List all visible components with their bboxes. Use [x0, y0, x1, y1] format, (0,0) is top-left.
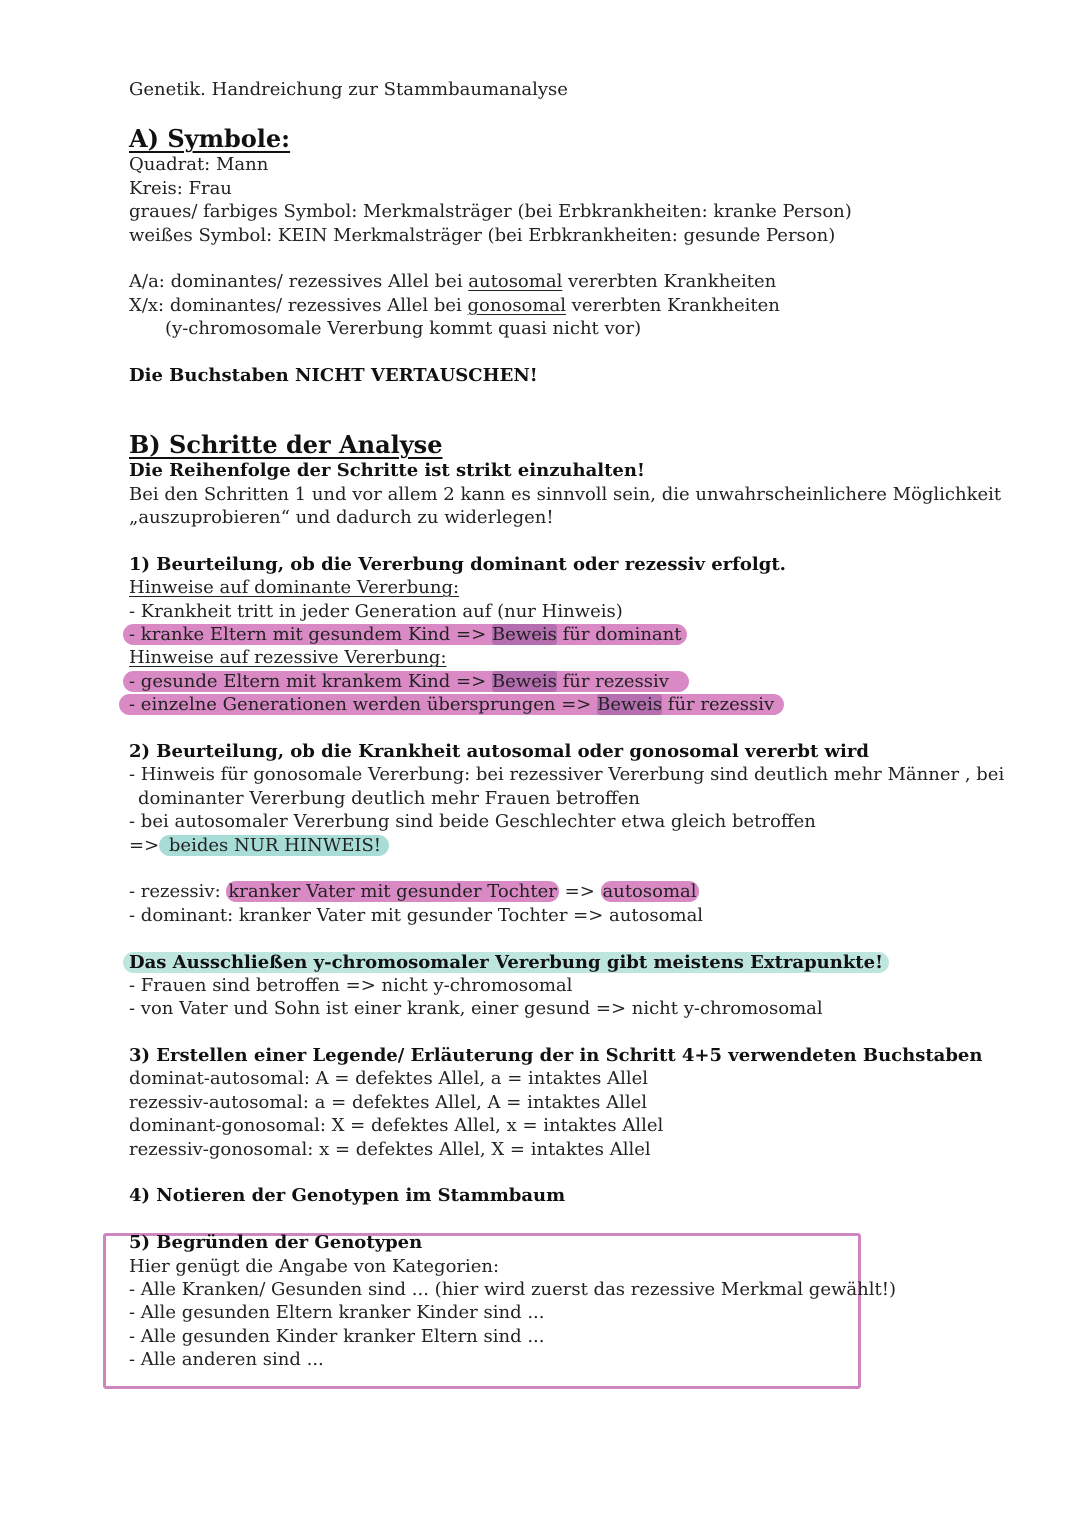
page-title: Genetik. Handreichung zur Stammbaumanalyse: [129, 79, 568, 100]
spacer: [129, 387, 989, 431]
hint-line: Bei den Schritten 1 und vor allem 2 kann es sinnvoll sein, die unwahrscheinlichere Möglichkeit: [129, 483, 1002, 505]
underlined-term: gonosomal: [467, 294, 566, 316]
teal-highlight: beides NUR HINWEIS!: [159, 835, 389, 856]
text-segment: X/x: dominantes/ rezessives Allel bei: [129, 294, 468, 316]
recessive-proof: [129, 693, 989, 716]
step2-line: - Hinweis für gonosomale Vererbung: bei rezessiver Vererbung sind deutlich mehr Männer , bei: [129, 764, 1005, 786]
step5-line: - Alle anderen sind ...: [129, 1349, 324, 1371]
text-segment: vererbten Krankheiten: [562, 271, 777, 293]
text-segment: A/a: dominantes/ rezessives Allel bei: [129, 271, 469, 293]
step2-heading: 2) Beurteilung, ob die Krankheit autosomal oder gonosomal vererbt wird: [129, 740, 869, 762]
pink-highlight: autosomal: [602, 881, 697, 903]
step5-line: - Alle gesunden Eltern kranker Kinder sind ...: [129, 1302, 545, 1324]
spacer: [129, 1208, 989, 1231]
y-chromosome-note: (y-chromosomale Vererbung kommt quasi nicht vor): [165, 318, 642, 340]
step2-line: dominanter Vererbung deutlich mehr Frauen betroffen: [138, 787, 640, 809]
dominant-hint: - Krankheit tritt in jeder Generation auf (nur Hinweis): [129, 600, 623, 622]
text-segment: für dominant: [556, 624, 682, 646]
pink-highlight: [119, 694, 784, 715]
step2-line: - bei autosomaler Vererbung sind beide Geschlechter etwa gleich betroffen: [129, 811, 816, 833]
spacer: [129, 1021, 989, 1044]
proof-word: Beweis: [491, 624, 557, 646]
allele-autosomal-line: [129, 270, 989, 293]
dominant-proof: [129, 623, 989, 646]
text-segment: - gesunde Eltern mit krankem Kind =>: [129, 670, 492, 692]
step5-line: - Alle gesunden Kinder kranker Eltern sind ...: [129, 1325, 545, 1347]
spacer: [129, 529, 989, 552]
symbol-line: weißes Symbol: KEIN Merkmalsträger (bei Erbkrankheiten: gesunde Person): [129, 224, 836, 246]
underlined-term: autosomal: [468, 271, 563, 293]
text-segment: vererbten Krankheiten: [565, 294, 780, 316]
teal-highlight: Das Ausschließen y-chromosomaler Vererbung gibt meistens Extrapunkte!: [123, 952, 889, 973]
recessive-rule: [129, 880, 989, 903]
warning-text: Die Buchstaben NICHT VERTAUSCHEN!: [129, 364, 538, 386]
step1-heading: 1) Beurteilung, ob die Vererbung dominant oder rezessiv erfolgt.: [129, 553, 786, 575]
recessive-proof: [129, 670, 989, 693]
proof-word: Beweis: [491, 670, 557, 692]
text-segment: - rezessiv:: [129, 881, 227, 903]
spacer: [129, 927, 989, 950]
spacer: [129, 247, 989, 270]
proof-word: Beweis: [597, 694, 663, 716]
spacer: [129, 1161, 989, 1184]
y-exclusion-heading: [129, 951, 989, 974]
step5-line: - Alle Kranken/ Gesunden sind ... (hier wird zuerst das rezessive Merkmal gewählt!): [129, 1278, 896, 1300]
dominant-hint-label: Hinweise auf dominante Vererbung:: [129, 577, 460, 599]
text-segment: für rezessiv: [662, 694, 775, 716]
legend-line: dominant-gonosomal: X = defektes Allel, x = intaktes Allel: [129, 1115, 664, 1137]
pink-highlight: [123, 671, 689, 692]
spacer: [129, 717, 989, 740]
step3-heading: 3) Erstellen einer Legende/ Erläuterung der in Schritt 4+5 verwendeten Buchstaben: [129, 1045, 983, 1067]
legend-line: rezessiv-autosomal: a = defektes Allel, A = intaktes Allel: [129, 1091, 648, 1113]
pink-highlight: kranker Vater mit gesunder Tochter: [228, 881, 557, 903]
legend-line: dominat-autosomal: A = defektes Allel, a = intaktes Allel: [129, 1068, 649, 1090]
legend-line: rezessiv-gonosomal: x = defektes Allel, X = intaktes Allel: [129, 1138, 651, 1160]
section-a-heading: A) Symbole:: [129, 124, 291, 154]
pink-highlight: [123, 624, 687, 645]
dominant-rule: - dominant: kranker Vater mit gesunder Tochter => autosomal: [129, 904, 704, 926]
text-segment: - kranke Eltern mit gesundem Kind =>: [129, 624, 492, 646]
step5-heading: 5) Begründen der Genotypen: [129, 1232, 423, 1254]
hint-line: „auszuprobieren“ und dadurch zu widerlegen!: [129, 507, 554, 529]
spacer: [129, 341, 989, 364]
section-b-heading: B) Schritte der Analyse: [129, 430, 443, 460]
symbol-line: graues/ farbiges Symbol: Merkmalsträger (bei Erbkrankheiten: kranke Person): [129, 201, 852, 223]
spacer: [129, 857, 989, 880]
recessive-hint-label: Hinweise auf rezessive Vererbung:: [129, 647, 447, 669]
allele-gonosomal-line: [129, 294, 989, 317]
order-note: Die Reihenfolge der Schritte ist strikt einzuhalten!: [129, 460, 645, 482]
document-page: [129, 78, 1005, 1372]
text-segment: - einzelne Generationen werden übersprungen =>: [129, 694, 598, 716]
text-segment: =>: [558, 881, 601, 903]
y-exclusion-line: - Frauen sind betroffen => nicht y-chromosomal: [129, 974, 573, 996]
symbol-line: Quadrat: Mann: [129, 154, 269, 176]
spacer: [129, 101, 989, 125]
symbol-line: Kreis: Frau: [129, 177, 232, 199]
text-segment: für rezessiv: [556, 670, 669, 692]
step5-intro: Hier genügt die Angabe von Kategorien:: [129, 1255, 500, 1277]
y-exclusion-line: - von Vater und Sohn ist einer krank, einer gesund => nicht y-chromosomal: [129, 998, 823, 1020]
text-segment: =>: [129, 834, 160, 856]
step4-heading: 4) Notieren der Genotypen im Stammbaum: [129, 1185, 566, 1207]
step2-conclusion: [129, 834, 989, 857]
